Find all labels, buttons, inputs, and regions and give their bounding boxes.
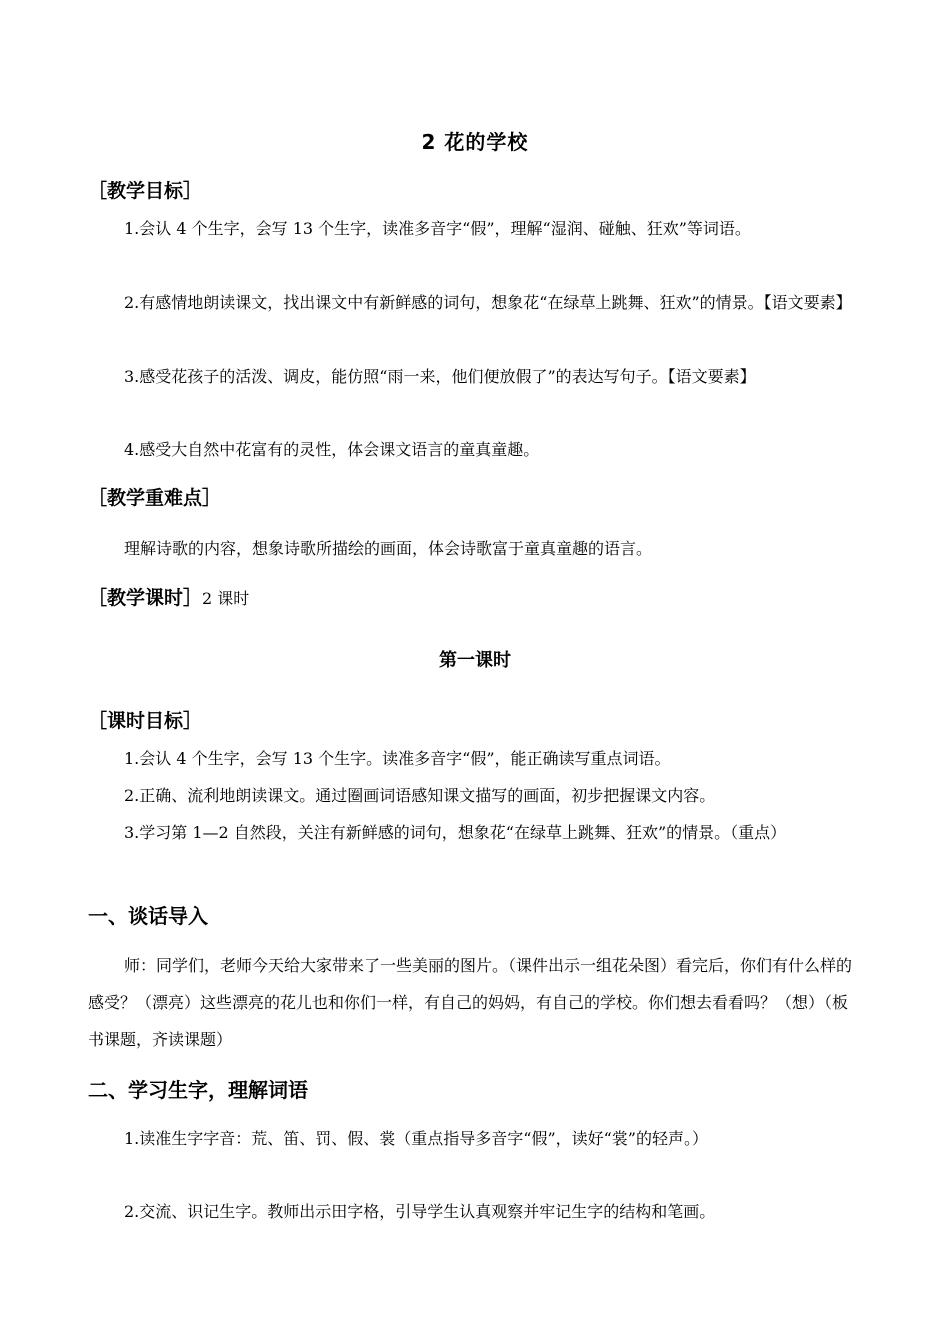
lesson-goal-3: 3.学习第 1—2 自然段，关注有新鲜感的词句，想象花“在绿草上跳舞、狂欢”的情景。（重点） [124,823,787,842]
periods-label: ［教学课时］ [88,587,203,609]
lesson-title: 2 花的学校 [421,130,529,154]
lesson-goal-2: 2.正确、流利地朗读课文。通过圈画词语感知课文描写的画面，初步把握课文内容。 [124,786,716,805]
goal-item-3: 3.感受花孩子的活泼、调皮，能仿照“雨一来，他们便放假了”的表达写句子。【语文要素】 [124,367,756,386]
section-2-item-2: 2.交流、识记生字。教师出示田字格，引导学生认真观察并牢记生字的结构和笔画。 [124,1202,716,1221]
key-points-text: 理解诗歌的内容，想象诗歌所描绘的画面，体会诗歌富于童真童趣的语言。 [124,539,653,558]
goal-item-4: 4.感受大自然中花富有的灵性，体会课文语言的童真童趣。 [124,440,540,459]
lesson-goal-1: 1.会认 4 个生字，会写 13 个生字。读准多音字“假”，能正确读写重点词语。 [124,749,671,768]
section-2-item-1: 1.读准生字字音：荒、笛、罚、假、裳（重点指导多音字“假”，读好“裳”的轻声。） [124,1129,708,1148]
periods-value: 2 课时 [202,589,250,608]
lesson-goals-heading: ［课时目标］ [88,710,203,732]
section-1-text: 师：同学们，老师今天给大家带来了一些美丽的图片。（课件出示一组花朵图）看完后，你们有什么样的感受？（漂亮）这些漂亮的花儿也和你们一样，有自己的妈妈，有自己的学校。你们想去看看吗？（想）（板书课题，齐读课题） [88,956,853,1049]
first-lesson-title: 第一课时 [439,650,511,671]
teaching-periods-heading [88,583,249,610]
section-1-heading: 一、谈话导入 [88,904,208,928]
section-2-heading: 二、学习生字，理解词语 [88,1078,308,1102]
key-points-heading: ［教学重难点］ [88,487,222,509]
goal-item-1: 1.会认 4 个生字，会写 13 个生字，读准多音字“假”，理解“湿润、碰触、狂欢”等词语。 [124,219,751,238]
goal-item-2: 2.有感情地朗读课文，找出课文中有新鲜感的词句，想象花“在绿草上跳舞、狂欢”的情景。【语文要素】 [124,293,852,312]
teaching-goals-heading: ［教学目标］ [88,180,203,202]
